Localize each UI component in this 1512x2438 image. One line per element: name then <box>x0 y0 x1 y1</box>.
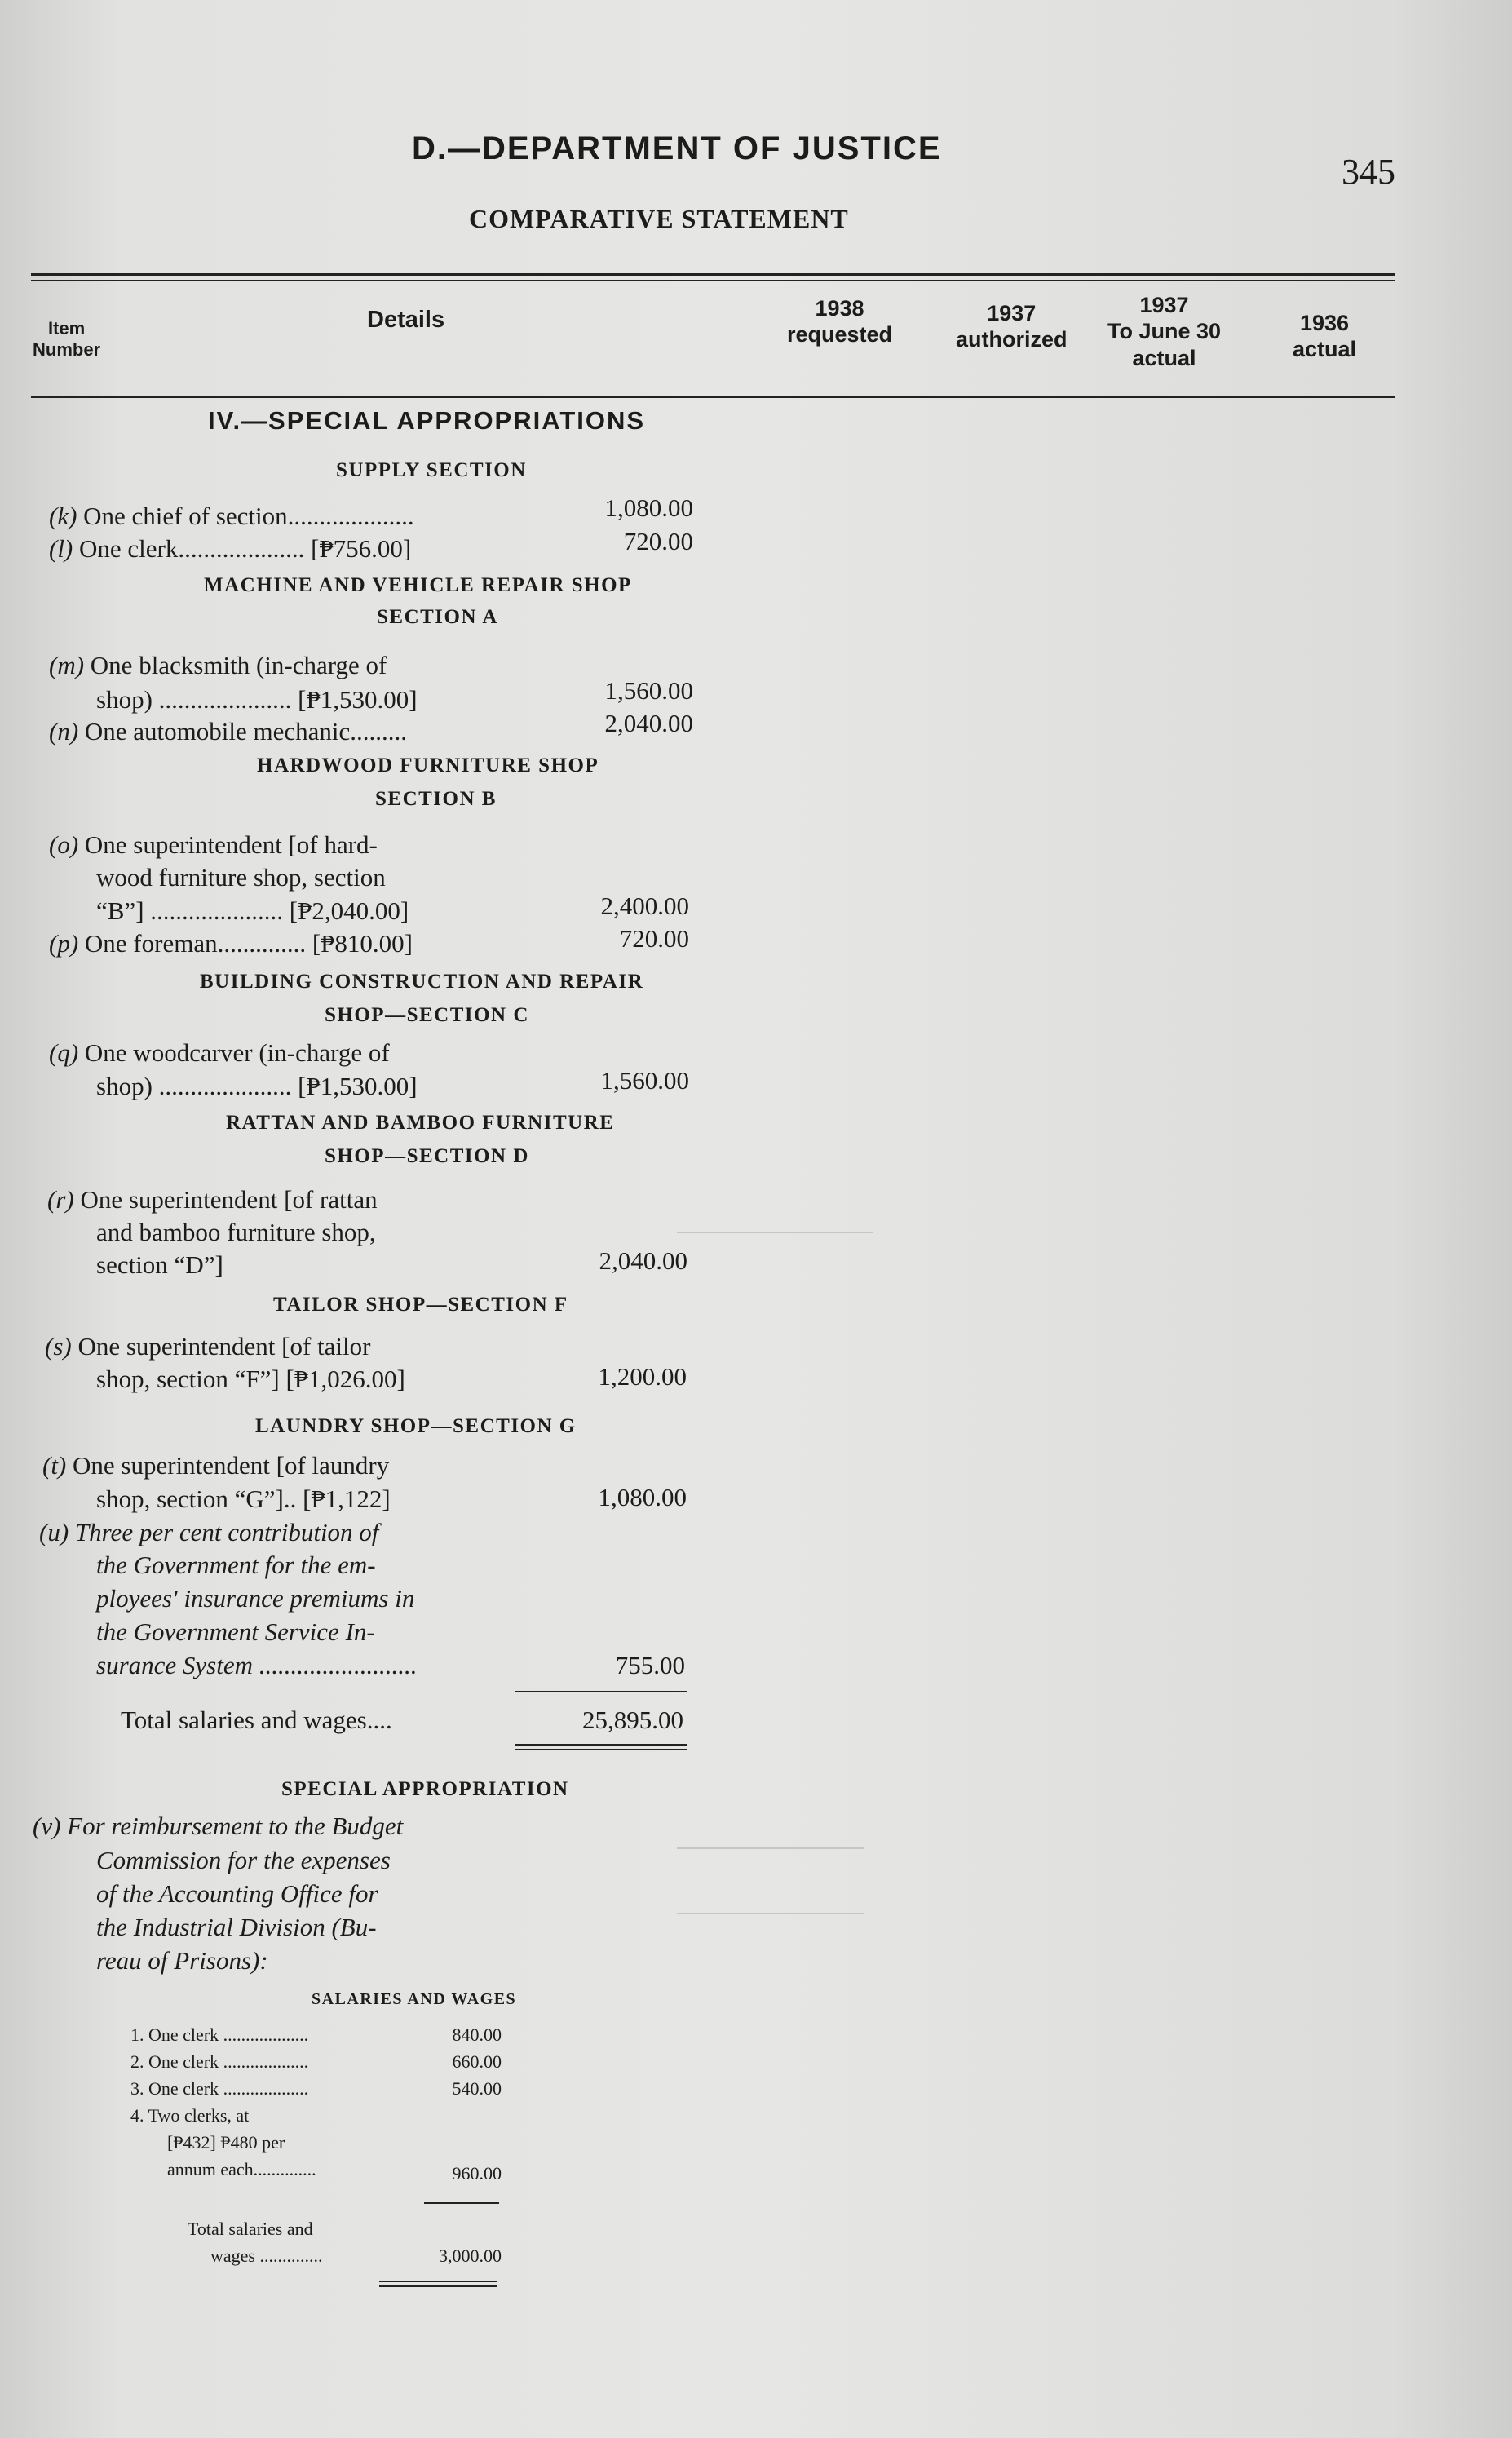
machine-shop-subheading: SECTION A <box>377 606 498 628</box>
sub-total-amount: 3,000.00 <box>439 2246 502 2266</box>
item-o-line2: wood furniture shop, section <box>96 863 386 892</box>
section-title: IV.—SPECIAL APPROPRIATIONS <box>208 406 646 435</box>
item-s: (s) One superintendent [of tailor <box>45 1332 371 1361</box>
item-r-amount: 2,040.00 <box>599 1246 687 1275</box>
item-r-line3: section “D”] <box>96 1250 223 1279</box>
sub-item-4-line2: [₱432] ₱480 per <box>167 2132 285 2153</box>
total-rule <box>515 1691 687 1692</box>
item-t: (t) One superintendent [of laundry <box>42 1451 390 1480</box>
item-u-line4: the Government Service In- <box>96 1617 375 1646</box>
item-u: (u) Three per cent contribution of <box>39 1518 379 1546</box>
item-v: (v) For reimbursement to the Budget <box>33 1812 404 1840</box>
item-u-line3: ployees' insurance premiums in <box>96 1584 415 1613</box>
sub-item-1-amount: 840.00 <box>452 2024 502 2045</box>
item-t-amount: 1,080.00 <box>598 1483 687 1511</box>
total-double-rule <box>515 1744 687 1750</box>
bleed-rule-2 <box>677 1847 864 1849</box>
item-u-line5: surance System ......................... <box>96 1651 418 1679</box>
sub-item-4-line3: annum each.............. <box>167 2159 316 2179</box>
item-m: (m) One blacksmith (in-charge of <box>49 651 387 679</box>
col-header-1936-actual: 1936 actual <box>1293 311 1357 362</box>
sub-item-2-amount: 660.00 <box>452 2051 502 2072</box>
page-number: 345 <box>1342 152 1395 192</box>
item-k-amount: 1,080.00 <box>604 493 693 522</box>
building-shop-subheading: SHOP—SECTION C <box>325 1004 529 1026</box>
item-r-line2: and bamboo furniture shop, <box>96 1218 376 1246</box>
col-header-1937-actual: 1937 To June 30 actual <box>1107 293 1222 370</box>
sub-total-label: Total salaries and <box>188 2219 313 2239</box>
hardwood-shop-subheading: SECTION B <box>375 788 497 810</box>
header-rule-bottom <box>31 396 1395 398</box>
item-q-amount: 1,560.00 <box>600 1066 689 1095</box>
item-v-line3: of the Accounting Office for <box>96 1879 378 1908</box>
hardwood-shop-heading: HARDWOOD FURNITURE SHOP <box>257 754 599 777</box>
item-n-amount: 2,040.00 <box>604 709 693 737</box>
item-r: (r) One superintendent [of rattan <box>47 1185 378 1214</box>
supply-section-heading: SUPPLY SECTION <box>336 459 527 481</box>
building-shop-heading: BUILDING CONSTRUCTION AND REPAIR <box>200 971 644 993</box>
item-m-line2: shop) ..................... [₱1,530.00] <box>96 685 418 714</box>
sub-item-3-amount: 540.00 <box>452 2078 502 2099</box>
item-u-amount: 755.00 <box>615 1651 685 1679</box>
item-l-amount: 720.00 <box>623 527 693 555</box>
total-label: Total salaries and wages.... <box>121 1706 392 1734</box>
sub-item-4-amount: 960.00 <box>452 2163 502 2184</box>
special-appropriation-heading: SPECIAL APPROPRIATION <box>281 1778 569 1800</box>
sub-item-1: 1. One clerk ................... <box>130 2024 309 2045</box>
item-v-line4: the Industrial Division (Bu- <box>96 1913 377 1941</box>
sub-total-label-line2: wages .............. <box>210 2246 323 2266</box>
item-v-line2: Commission for the expenses <box>96 1846 391 1874</box>
laundry-shop-heading: LAUNDRY SHOP—SECTION G <box>255 1415 577 1437</box>
total-amount: 25,895.00 <box>582 1706 683 1734</box>
salaries-wages-heading: SALARIES AND WAGES <box>312 1990 517 2008</box>
item-l: (l) One clerk.................... [₱756.00] <box>49 534 412 563</box>
item-o: (o) One superintendent [of hard- <box>49 830 378 859</box>
item-o-amount: 2,400.00 <box>600 892 689 920</box>
sub-item-4: 4. Two clerks, at <box>130 2105 250 2126</box>
item-n: (n) One automobile mechanic......... <box>49 717 408 746</box>
item-p: (p) One foreman.............. [₱810.00] <box>49 929 413 958</box>
item-k: (k) One chief of section.................... <box>49 502 414 530</box>
item-o-line3: “B”] ..................... [₱2,040.00] <box>96 896 409 925</box>
item-s-amount: 1,200.00 <box>598 1362 687 1391</box>
item-q: (q) One woodcarver (in-charge of <box>49 1038 390 1067</box>
item-s-line2: shop, section “F”] [₱1,026.00] <box>96 1365 405 1393</box>
bleed-rule-1 <box>677 1232 873 1233</box>
header-rule-top-2 <box>31 280 1395 281</box>
col-header-1938-requested: 1938 requested <box>787 296 893 347</box>
item-u-line2: the Government for the em- <box>96 1551 376 1579</box>
rattan-shop-subheading: SHOP—SECTION D <box>325 1145 529 1167</box>
sub-item-3: 3. One clerk ................... <box>130 2078 309 2099</box>
sub-total-rule <box>424 2202 499 2204</box>
machine-shop-heading: MACHINE AND VEHICLE REPAIR SHOP <box>204 574 632 596</box>
tailor-shop-heading: TAILOR SHOP—SECTION F <box>273 1294 568 1316</box>
item-v-line5: reau of Prisons): <box>96 1946 268 1975</box>
sub-item-2: 2. One clerk ................... <box>130 2051 309 2072</box>
col-header-item-number: Item Number <box>33 318 101 361</box>
item-q-line2: shop) ..................... [₱1,530.00] <box>96 1072 418 1100</box>
bleed-rule-3 <box>677 1913 864 1914</box>
item-p-amount: 720.00 <box>619 924 689 953</box>
item-m-amount: 1,560.00 <box>604 676 693 705</box>
sub-total-double-rule <box>379 2281 497 2287</box>
header-rule-top <box>31 273 1395 276</box>
item-t-line2: shop, section “G”].. [₱1,122] <box>96 1484 391 1513</box>
department-heading: D.—DEPARTMENT OF JUSTICE <box>412 131 942 166</box>
statement-subtitle: COMPARATIVE STATEMENT <box>469 204 849 233</box>
rattan-shop-heading: RATTAN AND BAMBOO FURNITURE <box>226 1112 615 1134</box>
col-header-details: Details <box>367 307 445 333</box>
col-header-1937-authorized: 1937 authorized <box>956 301 1068 352</box>
